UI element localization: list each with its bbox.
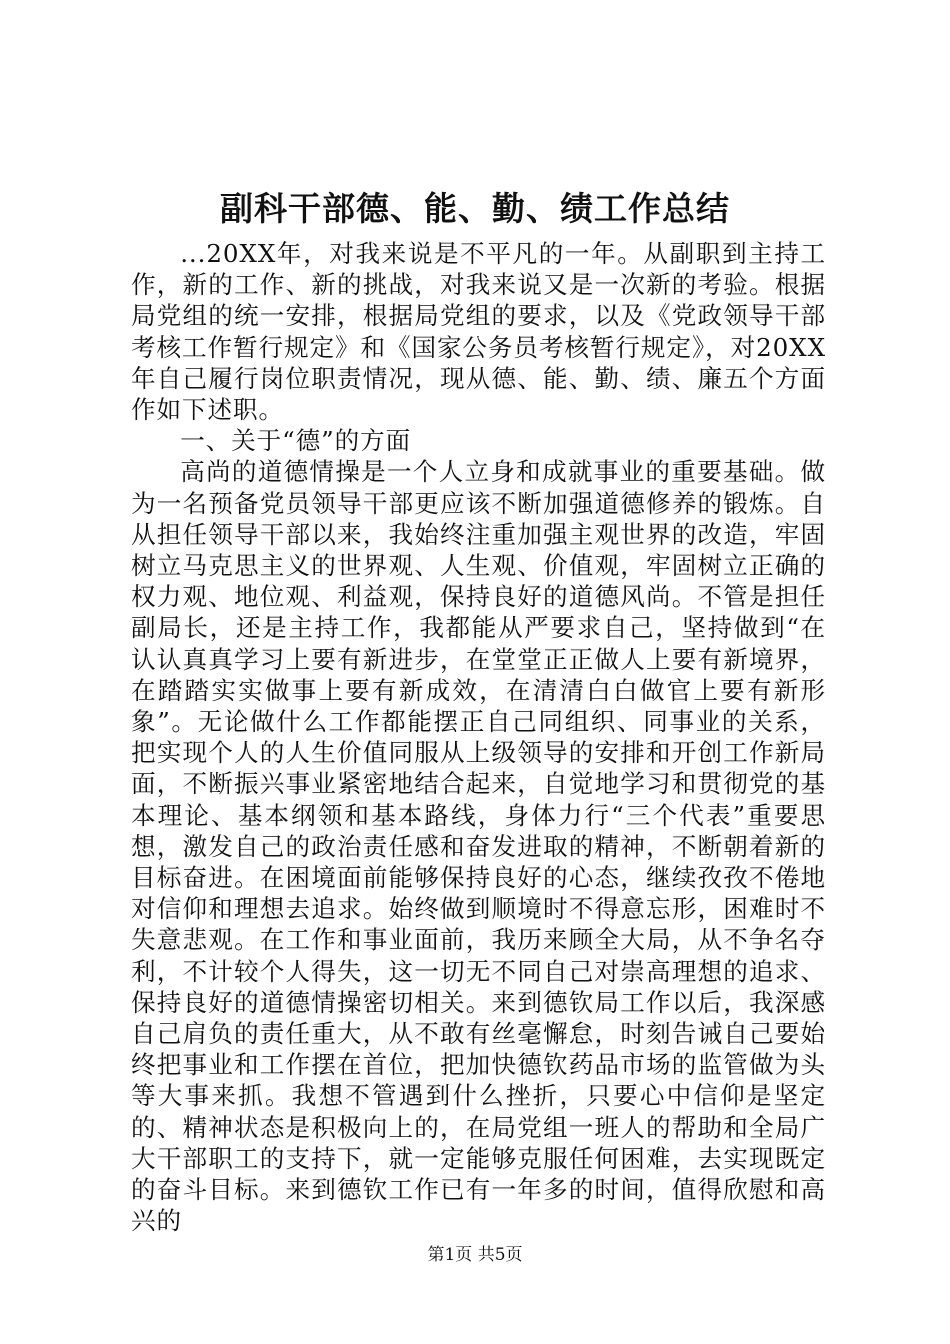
section-heading-de: 一、关于“德”的方面 — [180, 426, 412, 456]
document-title: 副科干部德、能、勤、绩工作总结 — [220, 189, 730, 228]
body-paragraph: 高尚的道德情操是一个人立身和成就事业的重要基础。做为一名预备党员领导干部更应该不断加强道德修养的锻炼。自从担任领导干部以来，我始终注重加强主观世界的改造，牢固树立马克思主义的世界观、人生观、价值观，牢固树立正确的权力观、地位观、利益观，保持良好的道德风尚。不管是担任副局长，还是主持工作，我都能从严要求自己，坚持做到“在认认真真学习上要有新进步，在堂堂正正做人上要有新境界，在踏踏实实做事上要有新成效，在清清白白做官上要有新形象”。无论做什么工作都能摆正自己同组织、同事业的关系，把实现个人的人生价值同服从上级领导的安排和开创工作新局面，不断振兴事业紧密地结合起来，自觉地学习和贯彻党的基本理论、基本纲领和基本路线，身体力行“三个代表”重要思想，激发自己的政治责任感和奋发进取的精神，不断朝着新的目标奋进。在困境面前能够保持良好的心态，继续孜孜不倦地对信仰和理想去追求。始终做到顺境时不得意忘形，困难时不失意悲观。在工作和事业面前，我历来顾全大局，从不争名夺利，不计较个人得失，这一切无不同自己对崇高理想的追求、保持良好的道德情操密切相关。来到德钦局工作以后，我深感自己肩负的责任重大，从不敢有丝毫懈怠，时刻告诫自己要始终把事业和工作摆在首位，把加快德钦药品市场的监管做为头等大事来抓。我想不管遇到什么挫折，只要心中信仰是坚定的、精神状态是积极向上的，在局党组一班人的帮助和全局广大干部职工的支持下，就一定能够克服任何困难，去实现既定的奋斗目标。来到德钦工作已有一年多的时间，值得欣慰和高兴的 — [131, 457, 826, 1236]
intro-paragraph: ...20XX年，对我来说是不平凡的一年。从副职到主持工作，新的工作、新的挑战，对我来说又是一次新的考验。根据局党组的统一安排，根据局党组的要求，以及《党政领导干部考核工作暂行规定》和《国家公务员考核暂行规定》，对20XX年自己履行岗位职责情况，现从德、能、勤、绩、廉五个方面作如下述职。 — [131, 239, 826, 425]
page-number-footer: 第1页 共5页 — [427, 1245, 523, 1265]
document-body — [131, 238, 826, 1237]
